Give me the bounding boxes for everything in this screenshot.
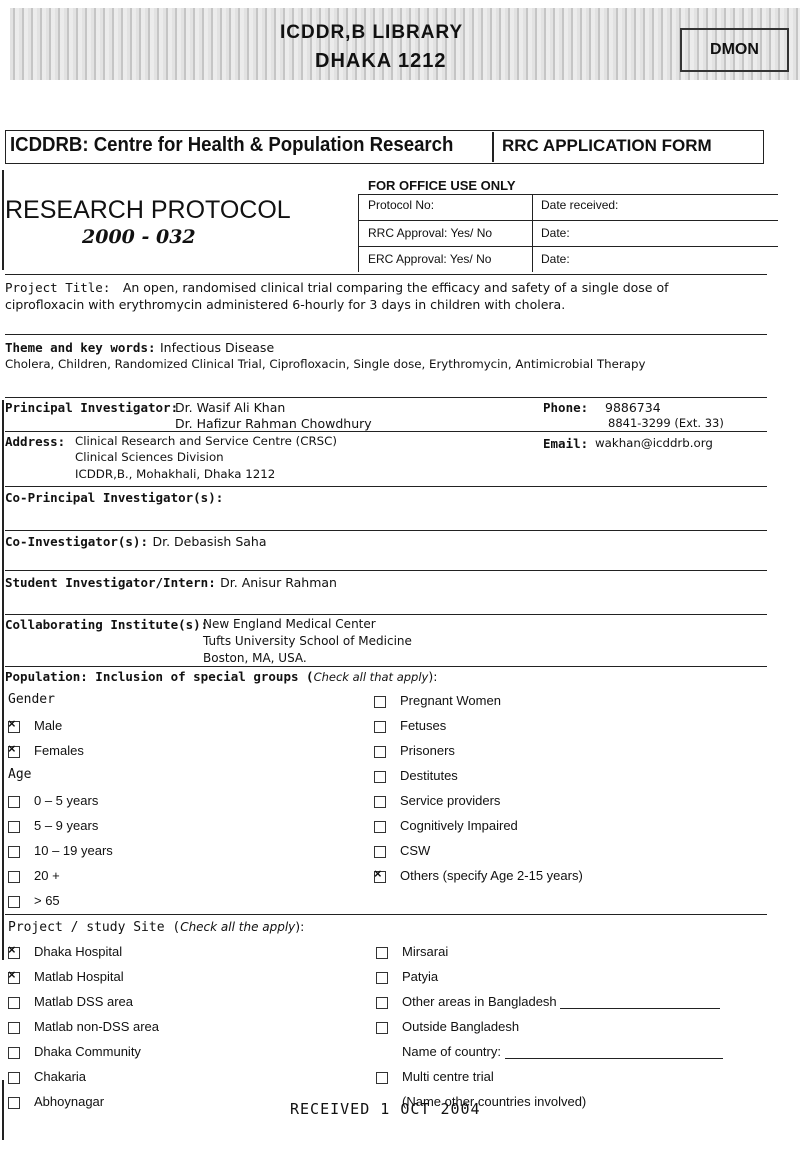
email-label: Email: bbox=[543, 436, 589, 451]
pi-name-1: Dr. Wasif Ali Khan bbox=[175, 400, 286, 415]
females-checkbox[interactable] bbox=[8, 746, 20, 758]
student-investigator-section bbox=[5, 574, 337, 592]
csw-checkbox[interactable] bbox=[374, 846, 386, 858]
matlab-hospital-checkbox[interactable] bbox=[8, 972, 20, 984]
option-csw[interactable]: CSW bbox=[374, 843, 583, 868]
multi-centre-checkbox[interactable] bbox=[376, 1072, 388, 1084]
site-list-left bbox=[8, 944, 159, 1119]
co-investigator-section bbox=[5, 533, 267, 551]
others-checkbox[interactable] bbox=[374, 871, 386, 883]
received-stamp: RECEIVED 1 OCT 2004 bbox=[290, 1100, 481, 1118]
option-fetuses[interactable]: Fetuses bbox=[374, 718, 583, 743]
keywords: Cholera, Children, Randomized Clinical Trial, Ciprofloxacin, Single dose, Erythromycin, Antimicrobial Therapy bbox=[5, 357, 646, 371]
study-site-section: Project / study Site (Check all the apply): bbox=[8, 919, 305, 935]
rrc-approval-field: RRC Approval: Yes/ No bbox=[368, 226, 493, 240]
option-dhaka-hospital[interactable]: ×Dhaka Hospital bbox=[8, 944, 159, 969]
option-patyia[interactable]: Patyia bbox=[376, 969, 723, 994]
age-0-5-checkbox[interactable] bbox=[8, 796, 20, 808]
project-title-label: Project Title: bbox=[5, 280, 111, 295]
service-providers-checkbox[interactable] bbox=[374, 796, 386, 808]
country-name-row: Name of country: bbox=[376, 1044, 723, 1069]
project-title-line1: An open, randomised clinical trial comparing the efficacy and safety of a single dose of bbox=[122, 280, 669, 295]
theme-section bbox=[5, 339, 274, 357]
population-hint: Check all that apply bbox=[313, 670, 429, 684]
research-protocol-title: RESEARCH PROTOCOL bbox=[5, 196, 291, 224]
header-divider bbox=[492, 132, 494, 162]
pregnant-women-checkbox[interactable] bbox=[374, 696, 386, 708]
matlab-dss-checkbox[interactable] bbox=[8, 997, 20, 1009]
option-pregnant-women[interactable]: Pregnant Women bbox=[374, 693, 583, 718]
population-label: Population: Inclusion of special groups ( bbox=[5, 669, 314, 684]
option-age-5-9[interactable]: 5 – 9 years bbox=[8, 818, 113, 843]
option-matlab-non-dss-area[interactable]: Matlab non-DSS area bbox=[8, 1019, 159, 1044]
mirsarai-checkbox[interactable] bbox=[376, 947, 388, 959]
student-investigator-label: Student Investigator/Intern: bbox=[5, 575, 216, 590]
fetuses-checkbox[interactable] bbox=[374, 721, 386, 733]
option-matlab-dss-area[interactable]: Matlab DSS area bbox=[8, 994, 159, 1019]
destitutes-checkbox[interactable] bbox=[374, 771, 386, 783]
option-mirsarai[interactable]: Mirsarai bbox=[376, 944, 723, 969]
project-title-line2: ciprofloxacin with erythromycin administered 6-hourly for 3 days in children with cholera. bbox=[5, 297, 566, 312]
collaborating-label: Collaborating Institute(s): bbox=[5, 617, 209, 632]
collaborating-line-1: New England Medical Center bbox=[203, 617, 376, 631]
theme-value: Infectious Disease bbox=[159, 340, 275, 355]
phone-2: 8841-3299 (Ext. 33) bbox=[608, 416, 724, 430]
age-5-9-checkbox[interactable] bbox=[8, 821, 20, 833]
option-prisoners[interactable]: Prisoners bbox=[374, 743, 583, 768]
margin-mark bbox=[2, 400, 4, 960]
date-received-field: Date received: bbox=[541, 198, 619, 212]
option-age-20-plus[interactable]: 20 + bbox=[8, 868, 113, 893]
gender-label: Gender bbox=[8, 692, 55, 707]
organization-title: ICDDRB: Centre for Health & Population Research bbox=[10, 134, 454, 156]
male-checkbox[interactable] bbox=[8, 721, 20, 733]
option-age-over-65[interactable]: > 65 bbox=[8, 893, 113, 918]
cognitively-impaired-checkbox[interactable] bbox=[374, 821, 386, 833]
option-others[interactable]: ×Others (specify Age 2-15 years) bbox=[374, 868, 583, 893]
age-20-plus-checkbox[interactable] bbox=[8, 871, 20, 883]
theme-label: Theme and key words: bbox=[5, 340, 156, 355]
pi-label: Principal Investigator: bbox=[5, 400, 179, 415]
form-title: RRC APPLICATION FORM bbox=[502, 136, 712, 155]
option-outside-bangladesh[interactable]: Outside Bangladesh bbox=[376, 1019, 723, 1044]
special-groups-list bbox=[374, 693, 583, 893]
office-use-box bbox=[358, 170, 778, 272]
stamp-line-2: DHAKA 1212 bbox=[315, 50, 447, 72]
option-chakaria[interactable]: Chakaria bbox=[8, 1069, 159, 1094]
address-line-3: ICDDR,B., Mohakhali, Dhaka 1212 bbox=[75, 467, 276, 481]
margin-mark bbox=[2, 170, 4, 270]
pi-name-2: Dr. Hafizur Rahman Chowdhury bbox=[175, 416, 372, 431]
co-investigator-label: Co-Investigator(s): bbox=[5, 534, 148, 549]
abhoynagar-checkbox[interactable] bbox=[8, 1097, 20, 1109]
stamp-box: DMON bbox=[680, 28, 789, 72]
option-service-providers[interactable]: Service providers bbox=[374, 793, 583, 818]
country-name-blank[interactable] bbox=[505, 1046, 723, 1059]
option-abhoynagar[interactable]: Abhoynagar bbox=[8, 1094, 159, 1119]
option-male[interactable]: ×Male bbox=[8, 718, 84, 743]
option-age-10-19[interactable]: 10 – 19 years bbox=[8, 843, 113, 868]
chakaria-checkbox[interactable] bbox=[8, 1072, 20, 1084]
age-10-19-checkbox[interactable] bbox=[8, 846, 20, 858]
project-title-section bbox=[5, 279, 765, 297]
site-list-right bbox=[376, 944, 723, 1119]
other-areas-checkbox[interactable] bbox=[376, 997, 388, 1009]
dhaka-hospital-checkbox[interactable] bbox=[8, 947, 20, 959]
collaborating-line-2: Tufts University School of Medicine bbox=[203, 634, 412, 648]
address-label: Address: bbox=[5, 434, 66, 449]
co-investigator-value: Dr. Debasish Saha bbox=[152, 534, 267, 549]
address-line-1: Clinical Research and Service Centre (CRSC) bbox=[75, 434, 338, 448]
phone-label: Phone: bbox=[543, 400, 589, 415]
prisoners-checkbox[interactable] bbox=[374, 746, 386, 758]
study-site-hint: Check all the apply bbox=[180, 920, 296, 934]
address-line-2: Clinical Sciences Division bbox=[75, 450, 224, 464]
patyia-checkbox[interactable] bbox=[376, 972, 388, 984]
age-label: Age bbox=[8, 767, 32, 782]
rrc-date-field: Date: bbox=[541, 226, 570, 240]
option-age-0-5[interactable]: 0 – 5 years bbox=[8, 793, 113, 818]
option-destitutes[interactable]: Destitutes bbox=[374, 768, 583, 793]
protocol-no-field: Protocol No: bbox=[368, 198, 435, 212]
outside-bangladesh-checkbox[interactable] bbox=[376, 1022, 388, 1034]
multi-centre-note: (Name other countries involved) bbox=[402, 1094, 587, 1109]
age-over-65-checkbox[interactable] bbox=[8, 896, 20, 908]
option-other-areas-bangladesh[interactable]: Other areas in Bangladesh bbox=[376, 994, 723, 1019]
population-section: Population: Inclusion of special groups (Check all that apply): bbox=[5, 669, 438, 684]
option-cognitively-impaired[interactable]: Cognitively Impaired bbox=[374, 818, 583, 843]
option-matlab-hospital[interactable]: ×Matlab Hospital bbox=[8, 969, 159, 994]
age-list bbox=[8, 793, 113, 918]
other-areas-blank[interactable] bbox=[560, 996, 720, 1009]
option-dhaka-community[interactable]: Dhaka Community bbox=[8, 1044, 159, 1069]
collaborating-line-3: Boston, MA, USA. bbox=[203, 651, 307, 665]
co-pi-label: Co-Principal Investigator(s): bbox=[5, 490, 224, 505]
erc-date-field: Date: bbox=[541, 252, 570, 266]
protocol-number: 2000 - 032 bbox=[82, 226, 196, 248]
email-value: wakhan@icddrb.org bbox=[595, 436, 713, 450]
study-site-label: Project / study Site ( bbox=[8, 920, 181, 935]
student-investigator-value: Dr. Anisur Rahman bbox=[220, 575, 337, 590]
dhaka-community-checkbox[interactable] bbox=[8, 1047, 20, 1059]
margin-mark bbox=[2, 1080, 4, 1140]
matlab-non-dss-checkbox[interactable] bbox=[8, 1022, 20, 1034]
gender-list bbox=[8, 718, 84, 768]
option-females[interactable]: ×Females bbox=[8, 743, 84, 768]
phone-1: 9886734 bbox=[605, 400, 661, 415]
stamp-line-1: ICDDR,B LIBRARY bbox=[280, 22, 464, 43]
option-multi-centre-trial[interactable]: Multi centre trial bbox=[376, 1069, 723, 1094]
erc-approval-field: ERC Approval: Yes/ No bbox=[368, 252, 492, 266]
office-heading: FOR OFFICE USE ONLY bbox=[368, 178, 516, 193]
